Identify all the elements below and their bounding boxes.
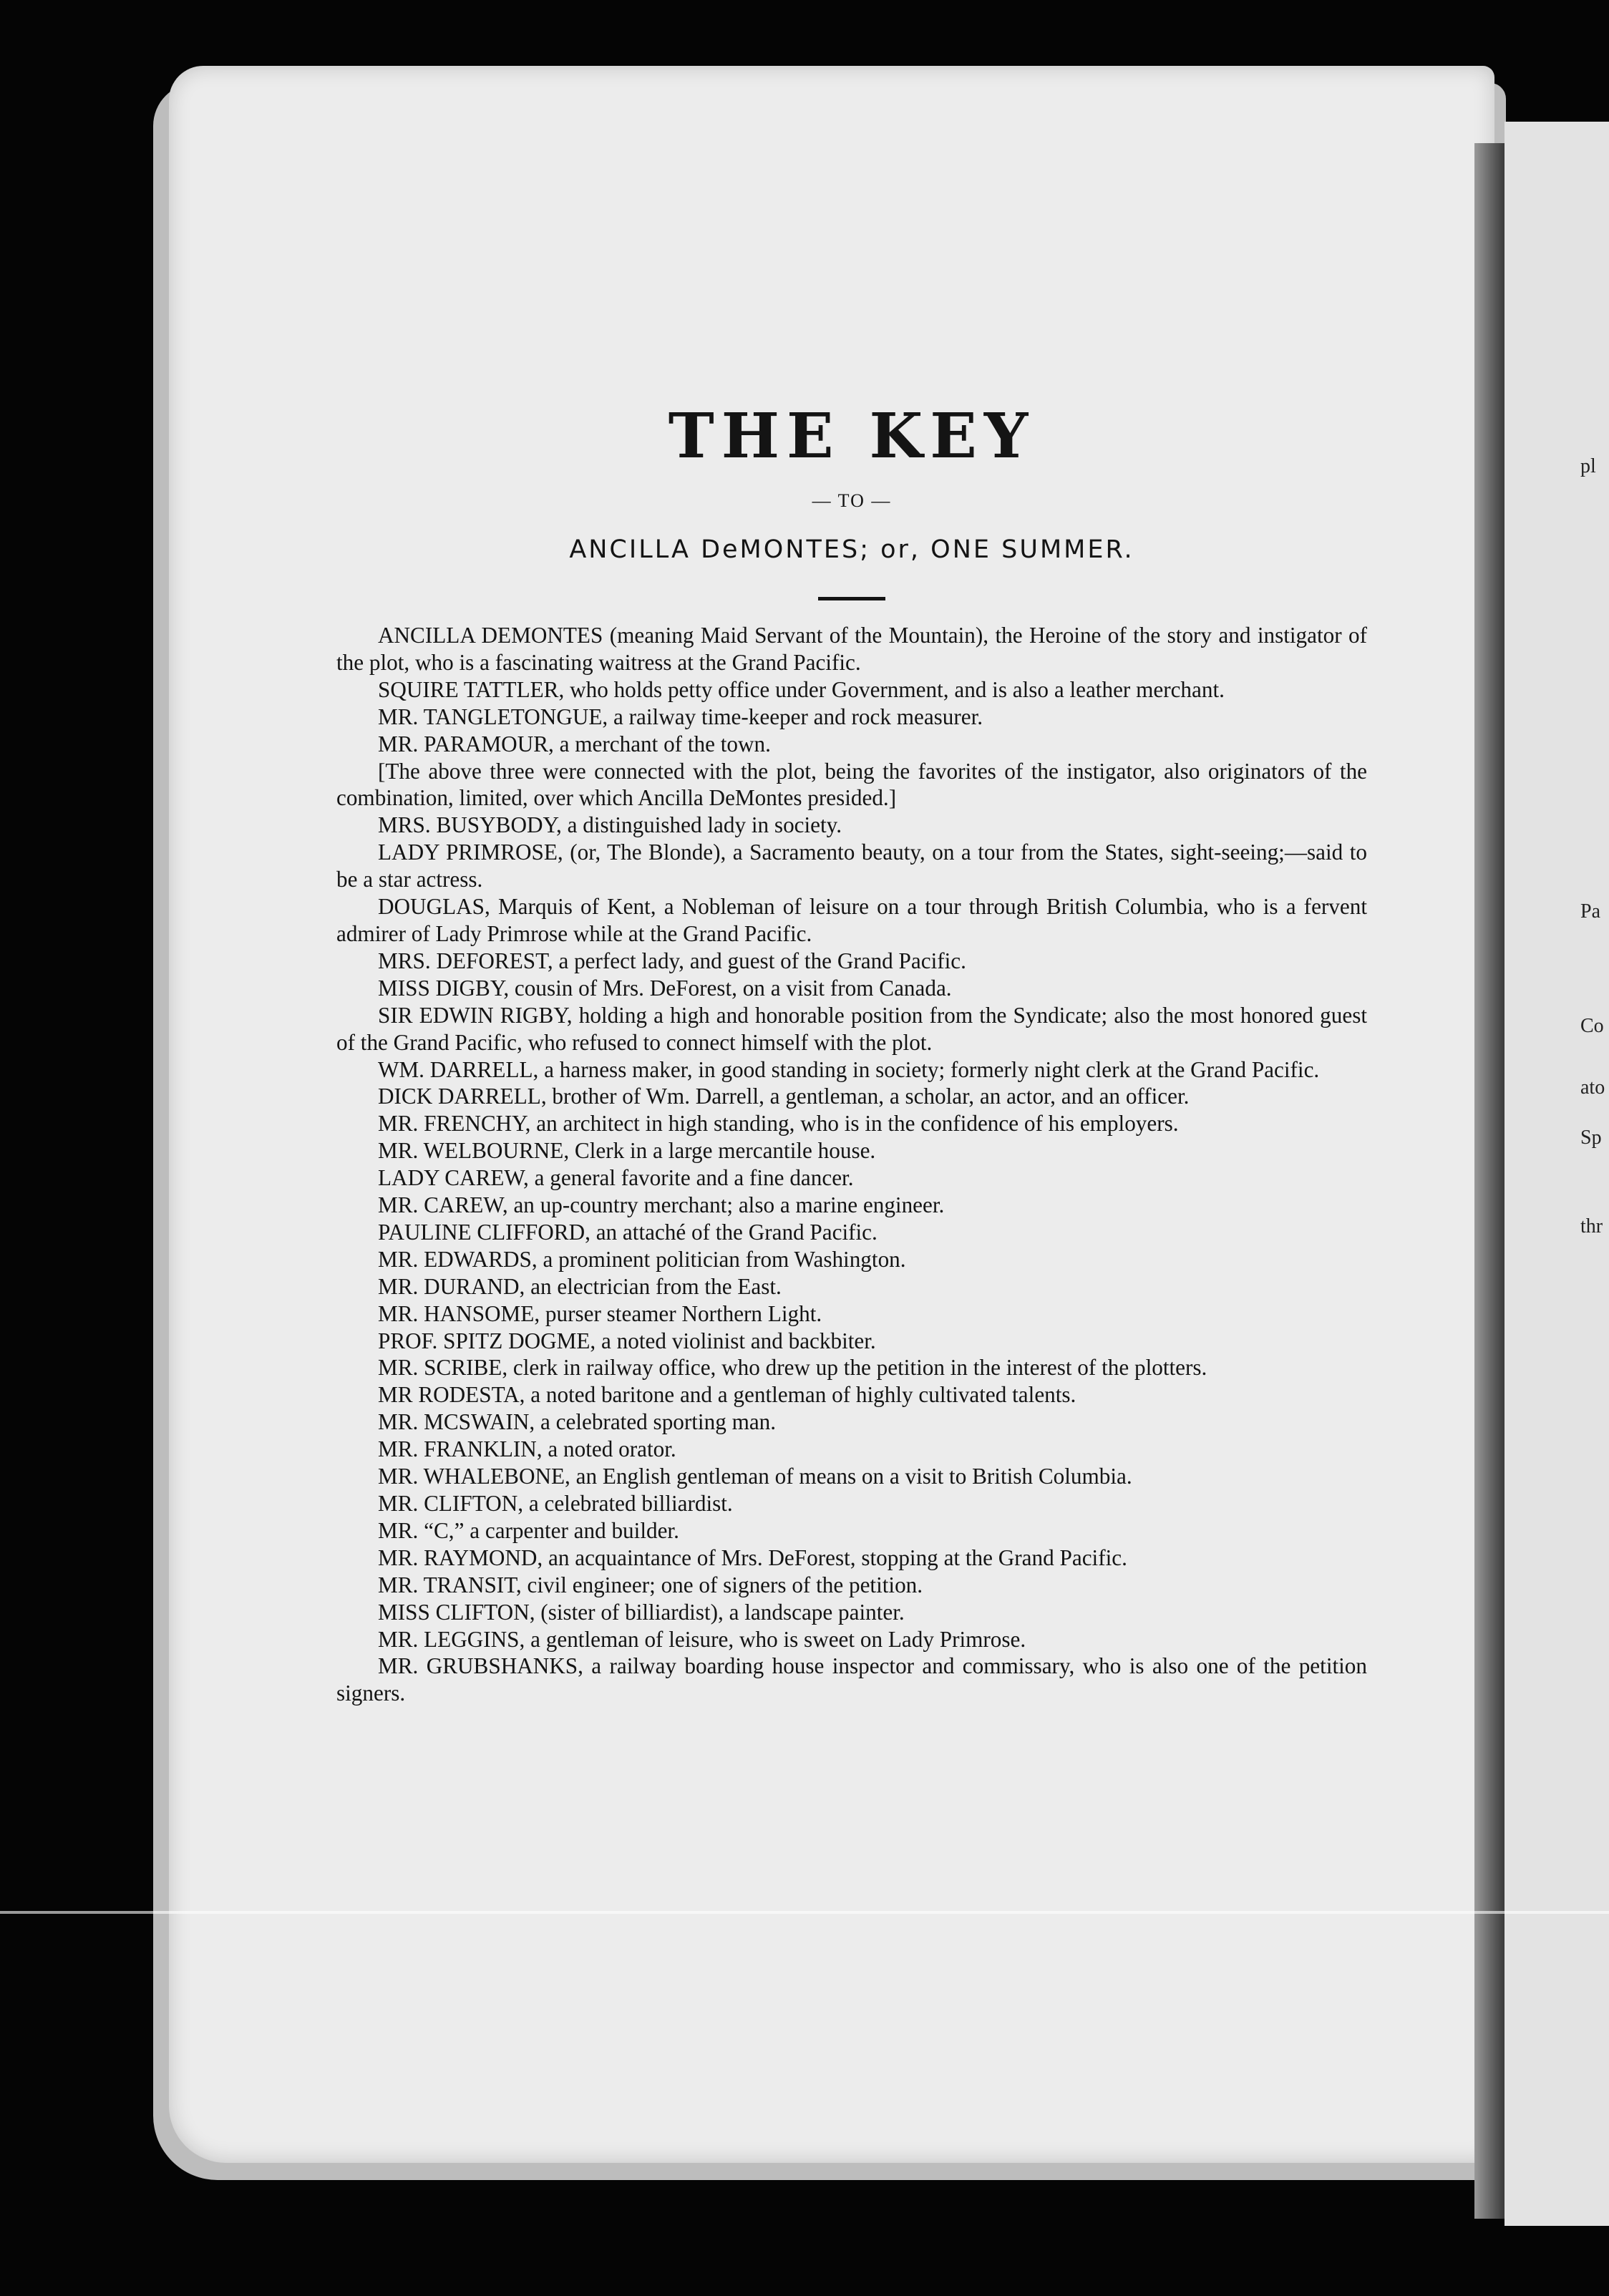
character-entry: MRS. BUSYBODY, a distinguished lady in society.	[378, 812, 842, 838]
character-entry: MR. WHALEBONE, an English gentleman of means on a visit to British Columbia.	[378, 1464, 1132, 1489]
character-entry: MR. SCRIBE, clerk in railway office, who drew up the petition in the interest of the plotters.	[378, 1355, 1207, 1381]
book-gutter	[1474, 143, 1505, 2219]
facing-page	[1505, 122, 1609, 2226]
character-entry: MR. TANGLETONGUE, a railway time-keeper and rock measurer.	[378, 704, 983, 729]
character-entry: MR. WELBOURNE, Clerk in a large mercantile house.	[378, 1138, 876, 1164]
character-entry: ANCILLA DEMONTES (meaning Maid Servant of the Mountain), the Heroine of the story and instigator of the plot, who is a fascinating waitress at the Grand Pacific.	[336, 623, 1367, 675]
character-entry: MR. MCSWAIN, a celebrated sporting man.	[378, 1409, 777, 1435]
character-entry: PAULINE CLIFFORD, an attaché of the Grand Pacific.	[378, 1219, 878, 1245]
character-entry: DICK DARRELL, brother of Wm. Darrell, a gentleman, a scholar, an actor, and an officer.	[378, 1084, 1190, 1109]
character-entry: MR. PARAMOUR, a merchant of the town.	[378, 731, 771, 757]
facing-page-fragment: Sp	[1580, 1127, 1602, 1149]
character-entry: DOUGLAS, Marquis of Kent, a Nobleman of leisure on a tour through British Columbia, who is a fervent admirer of Lady Primrose while at the Grand Pacific.	[336, 894, 1367, 946]
character-entry: MR. CLIFTON, a celebrated billiardist.	[378, 1491, 733, 1516]
character-list	[336, 622, 1367, 1707]
character-entry: MR. HANSOME, purser steamer Northern Light.	[378, 1300, 822, 1326]
character-entry: MR. GRUBSHANKS, a railway boarding house inspector and commissary, who is also one of the petition signers.	[336, 1653, 1367, 1706]
character-entry: MISS DIGBY, cousin of Mrs. DeForest, on a visit from Canada.	[378, 975, 952, 1001]
page-title: THE KEY	[668, 400, 1036, 472]
character-entry: PROF. SPITZ DOGME, a noted violinist and backbiter.	[378, 1328, 876, 1353]
scan-artifact-line	[0, 1911, 1609, 1914]
character-entry: SQUIRE TATTLER, who holds petty office under Government, and is also a leather merchant.	[378, 676, 1225, 702]
facing-page-fragment: ato	[1580, 1076, 1605, 1099]
character-entry: MISS CLIFTON, (sister of billiardist), a landscape painter.	[378, 1599, 905, 1625]
character-entry: WM. DARRELL, a harness maker, in good standing in society; formerly night clerk at the Grand Pacific.	[378, 1056, 1320, 1082]
character-entry: MR. FRENCHY, an architect in high standing, who is in the confidence of his employers.	[378, 1111, 1179, 1137]
character-entry: MR. EDWARDS, a prominent politician from Washington.	[378, 1246, 906, 1272]
character-entry: [The above three were connected with the plot, being the favorites of the instigator, also originators of the combination, limited, over which Ancilla DeMontes presided.]	[336, 758, 1367, 811]
character-entry: MR. TRANSIT, civil engineer; one of signers of the petition.	[378, 1572, 923, 1597]
page-subtitle: ANCILLA DeMONTES; or, ONE SUMMER.	[569, 535, 1134, 564]
character-entry: MR. RAYMOND, an acquaintance of Mrs. DeForest, stopping at the Grand Pacific.	[378, 1545, 1127, 1570]
character-entry: SIR EDWIN RIGBY, holding a high and honorable position from the Syndicate; also the most honored guest of the Grand Pacific, who refused to connect himself with the plot.	[336, 1002, 1367, 1055]
character-entry: LADY CAREW, a general favorite and a fine dancer.	[378, 1165, 854, 1191]
title-connector: — TO —	[812, 490, 892, 511]
character-entry: MR. “C,” a carpenter and builder.	[378, 1517, 679, 1543]
character-entry: MR RODESTA, a noted baritone and a gentleman of highly cultivated talents.	[378, 1382, 1076, 1408]
page-content	[336, 401, 1367, 1707]
character-entry: MR. FRANKLIN, a noted orator.	[378, 1436, 676, 1462]
title-rule	[818, 597, 885, 600]
character-entry: MR. CAREW, an up-country merchant; also a marine engineer.	[378, 1192, 945, 1218]
character-entry: MR. LEGGINS, a gentleman of leisure, who is sweet on Lady Primrose.	[378, 1626, 1026, 1652]
character-entry: LADY PRIMROSE, (or, The Blonde), a Sacramento beauty, on a tour from the States, sight-seeing;—said to be a star actress.	[336, 840, 1367, 892]
facing-page-fragment: Co	[1580, 1015, 1604, 1037]
character-entry: MRS. DEFOREST, a perfect lady, and guest of the Grand Pacific.	[378, 948, 966, 973]
facing-page-fragment: pl	[1580, 455, 1596, 477]
facing-page-fragment: Pa	[1580, 900, 1600, 923]
facing-page-fragment: thr	[1580, 1215, 1603, 1237]
character-entry: MR. DURAND, an electrician from the East.	[378, 1273, 782, 1299]
